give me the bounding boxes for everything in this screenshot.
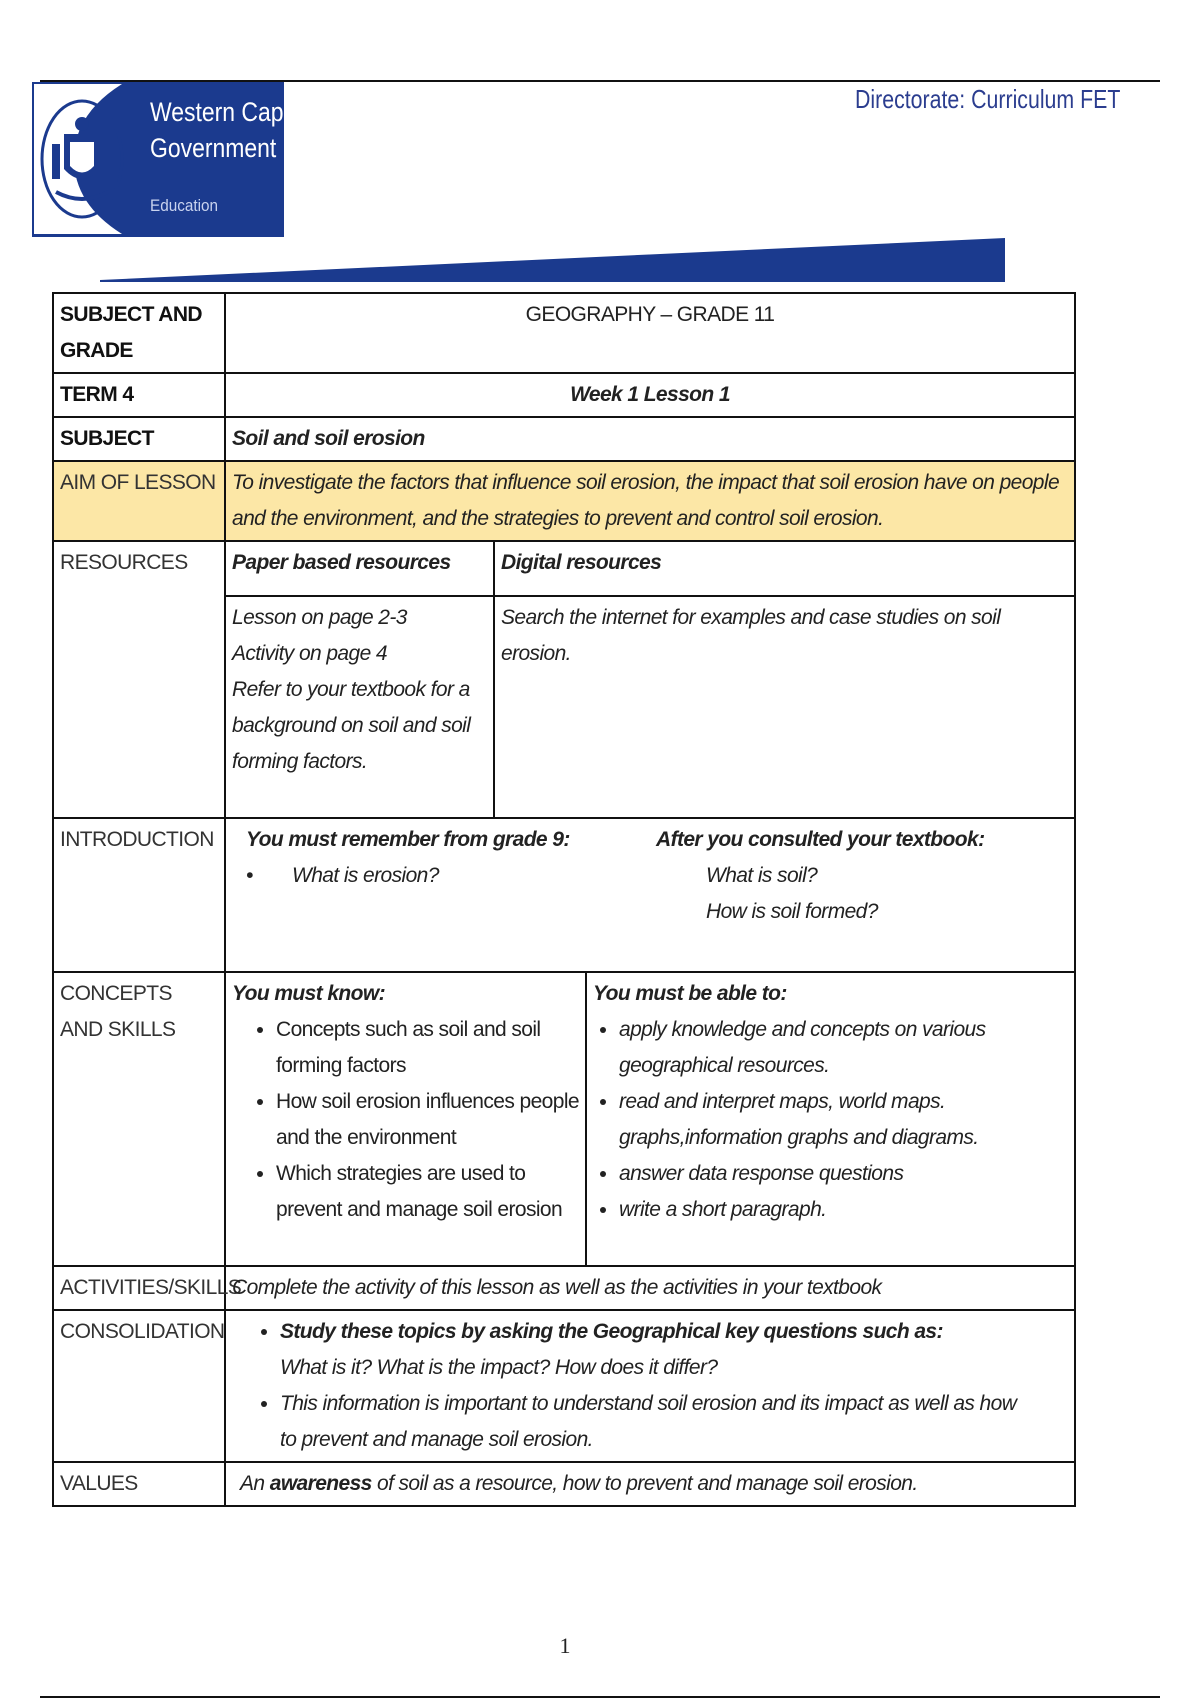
know-item: • Which strategies are used to prevent and manage soil erosion bbox=[276, 1156, 579, 1228]
term-value: Week 1 Lesson 1 bbox=[225, 373, 1075, 417]
label-activities: ACTIVITIES/SKILLS bbox=[53, 1266, 225, 1310]
subject-grade-value: GEOGRAPHY – GRADE 11 bbox=[225, 293, 1075, 373]
consolidation-item bbox=[280, 1314, 1028, 1386]
label-subject: SUBJECT bbox=[53, 417, 225, 461]
paper-resource-item: Lesson on page 2-3 bbox=[232, 606, 407, 629]
digital-resources-heading: Digital resources bbox=[494, 542, 1074, 596]
footer-rule bbox=[40, 1696, 1160, 1698]
directorate-title: Directorate: Curriculum FET bbox=[855, 84, 1121, 114]
label-aim: AIM OF LESSON bbox=[53, 461, 225, 541]
label-resources: RESOURCES bbox=[53, 541, 225, 818]
know-column bbox=[226, 973, 586, 1265]
paper-resource-item: Activity on page 4 bbox=[232, 642, 387, 665]
wcg-logo bbox=[32, 82, 297, 237]
intro-left-heading: You must remember from grade 9: bbox=[246, 828, 570, 851]
know-item: • Concepts such as soil and soil forming factors bbox=[276, 1012, 579, 1084]
label-term: TERM 4 bbox=[53, 373, 225, 417]
digital-resources-text: Search the internet for examples and case studies on soil erosion. bbox=[494, 596, 1074, 817]
intro-right-heading: After you consulted your textbook: bbox=[656, 828, 985, 851]
know-item: • How soil erosion influences people and the environment bbox=[276, 1084, 579, 1156]
able-item: • write a short paragraph. bbox=[619, 1192, 1068, 1228]
aim-value: To investigate the factors that influence soil erosion, the impact that soil erosion have on people and the environment, and the strategies to prevent and control soil erosion. bbox=[225, 461, 1075, 541]
values-value: An awareness of soil as a resource, how to prevent and manage soil erosion. bbox=[225, 1462, 1075, 1506]
label-concepts: CONCEPTS AND SKILLS bbox=[53, 972, 225, 1266]
lesson-plan-table bbox=[52, 292, 1076, 1507]
paper-resources-heading: Paper based resources bbox=[226, 542, 494, 596]
label-consolidation: CONSOLIDATION bbox=[53, 1310, 225, 1462]
concepts-cell bbox=[225, 972, 1075, 1266]
consolidation-item-heading: Study these topics by asking the Geographical key questions such as: bbox=[280, 1320, 943, 1343]
intro-right-item: What is soil? bbox=[706, 864, 818, 887]
resources-cell bbox=[225, 541, 1075, 818]
header-swoosh bbox=[100, 236, 1005, 282]
able-item: • apply knowledge and concepts on various geographical resources. bbox=[619, 1012, 1068, 1084]
logo-line-1: Western Cape bbox=[150, 97, 297, 127]
intro-left-item: • What is erosion? bbox=[246, 864, 439, 887]
label-subject-grade: SUBJECT AND GRADE bbox=[53, 293, 225, 373]
consolidation-item-text: What is it? What is the impact? How does it differ? bbox=[280, 1356, 718, 1379]
page-number: 1 bbox=[559, 1633, 571, 1658]
intro-right-item: How is soil formed? bbox=[706, 900, 878, 923]
paper-resources-list bbox=[226, 596, 494, 817]
coat-of-arms-icon bbox=[34, 84, 142, 234]
consolidation-cell bbox=[225, 1310, 1075, 1462]
activities-value: Complete the activity of this lesson as well as the activities in your textbook bbox=[225, 1266, 1075, 1310]
introduction-cell bbox=[225, 818, 1075, 972]
resources-subtable bbox=[226, 542, 1074, 817]
able-heading: You must be able to: bbox=[593, 982, 787, 1005]
able-item: • read and interpret maps, world maps. graphs,information graphs and diagrams. bbox=[619, 1084, 1068, 1156]
know-heading: You must know: bbox=[232, 982, 385, 1005]
intro-right bbox=[656, 822, 1056, 930]
label-introduction: INTRODUCTION bbox=[53, 818, 225, 972]
able-column bbox=[586, 973, 1074, 1265]
subject-value: Soil and soil erosion bbox=[225, 417, 1075, 461]
logo-line-2: Government bbox=[150, 133, 277, 163]
concepts-subtable bbox=[226, 973, 1074, 1265]
paper-resource-item: Refer to your textbook for a background on soil and soil forming factors. bbox=[232, 678, 471, 773]
able-item: • answer data response questions bbox=[619, 1156, 1068, 1192]
values-bold-word: awareness bbox=[269, 1472, 372, 1495]
intro-left bbox=[232, 822, 656, 930]
consolidation-item: • This information is important to understand soil erosion and its impact as well as how to prevent and manage soil erosion. bbox=[280, 1386, 1028, 1458]
label-values: VALUES bbox=[53, 1462, 225, 1506]
logo-subtitle: Education bbox=[150, 196, 219, 215]
